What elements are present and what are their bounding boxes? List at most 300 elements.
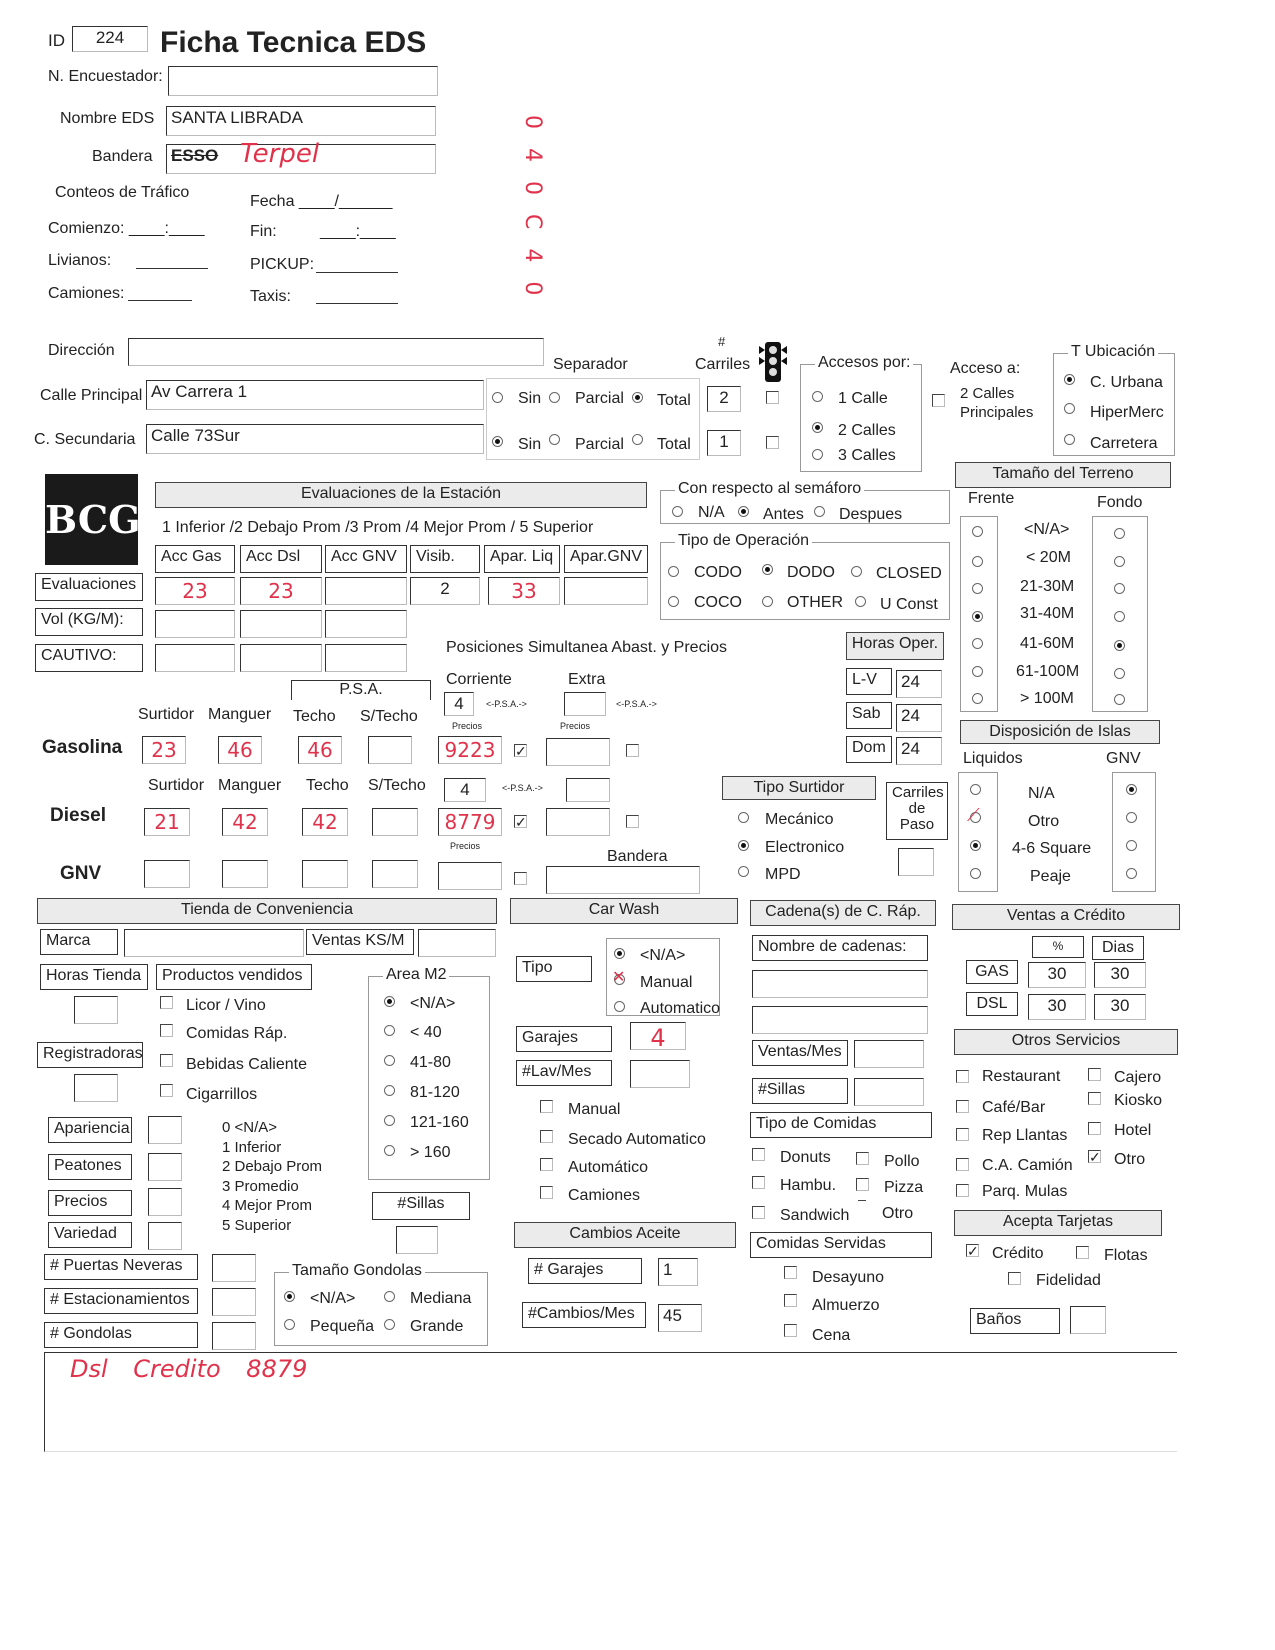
fondo-100-radio[interactable]	[1114, 694, 1125, 705]
fondo-41-60-radio[interactable]	[1114, 640, 1125, 651]
gnv-square-radio[interactable]	[1126, 840, 1137, 851]
fondo-21-30-radio[interactable]	[1114, 583, 1125, 594]
gas-techo-header: Techo	[293, 708, 336, 725]
carriles-label: Carriles	[695, 356, 751, 373]
op-uconst-radio[interactable]	[855, 596, 866, 607]
gas-extra-precio-field[interactable]	[546, 738, 610, 766]
area-40-radio[interactable]	[384, 1025, 395, 1036]
frente-31-40-radio[interactable]	[972, 611, 983, 622]
scale-1: 1 Inferior	[222, 1138, 282, 1156]
acceso-2-calles-principales-checkbox[interactable]	[932, 394, 945, 407]
acceso-1-calle-label: 1 Calle	[838, 390, 888, 407]
area-na-radio[interactable]	[384, 996, 395, 1007]
registradoras-field[interactable]	[74, 1074, 118, 1102]
dsl-stecho-field[interactable]	[372, 808, 418, 836]
psa-header: P.S.A.	[291, 680, 431, 700]
credito-tarjeta-label: Crédito	[992, 1245, 1044, 1262]
bebidas-checkbox[interactable]	[160, 1054, 173, 1067]
cw-manual-checkbox[interactable]	[540, 1100, 553, 1113]
col-acc-gas: Acc Gas	[155, 545, 235, 573]
semaforo-antes-radio[interactable]	[738, 506, 749, 517]
livianos-line[interactable]	[136, 268, 208, 269]
camiones-line[interactable]	[128, 300, 192, 301]
dsl-dias-field[interactable]: 30	[1094, 994, 1146, 1020]
fecha-label: Fecha ____/______	[250, 193, 393, 210]
gondolas-grande-radio[interactable]	[384, 1319, 395, 1330]
col-visib: Visib.	[410, 545, 480, 573]
scale-2: 2 Debajo Prom	[222, 1158, 323, 1175]
lav-mes-field[interactable]	[630, 1060, 690, 1088]
licor-checkbox[interactable]	[160, 996, 173, 1009]
gondolas-na-label: <N/A>	[310, 1290, 356, 1307]
terreno-31-40-label: 31-40M	[1020, 605, 1075, 622]
dsl-manguer-field[interactable]: 42	[222, 808, 268, 836]
hambu-checkbox[interactable]	[752, 1176, 765, 1189]
terreno-41-60-label: 41-60M	[1020, 635, 1075, 652]
eval-apar-liq-field[interactable]: 33	[488, 577, 560, 605]
precios-label: Precios	[48, 1190, 132, 1216]
cw-camiones-checkbox[interactable]	[540, 1186, 553, 1199]
flotas-label: Flotas	[1104, 1247, 1148, 1264]
ca-camion-label: C.A. Camión	[982, 1157, 1073, 1174]
area-160-label: > 160	[410, 1144, 451, 1161]
frente-20-radio[interactable]	[972, 556, 983, 567]
apariencia-label: Apariencia	[48, 1117, 132, 1143]
op-closed-radio[interactable]	[851, 566, 862, 577]
dsl-techo-field[interactable]: 42	[302, 808, 348, 836]
donuts-checkbox[interactable]	[752, 1148, 765, 1161]
surtidor-mecanico-radio[interactable]	[738, 812, 749, 823]
cw-manual-label: Manual	[568, 1101, 621, 1118]
cautivo-acc-gas-field[interactable]	[155, 644, 235, 672]
ubicacion-hipermerc-radio[interactable]	[1064, 403, 1075, 414]
acceso-3-calles-label: 3 Calles	[838, 447, 896, 464]
gas-pct-field[interactable]: 30	[1028, 962, 1086, 988]
frente-100-radio[interactable]	[972, 693, 983, 704]
semaforo-label: Con respecto al semáforo	[675, 480, 864, 498]
secundaria-semaforo-checkbox[interactable]	[766, 436, 779, 449]
sandwich-label: Sandwich	[780, 1207, 850, 1224]
fondo-na-radio[interactable]	[1114, 528, 1125, 539]
surtidor-electronico-label: Electronico	[765, 839, 845, 856]
gas-extra-psa-arrow: <-P.S.A.->	[616, 699, 657, 709]
cajero-checkbox[interactable]	[1088, 1068, 1101, 1081]
dsl-extra-checkbox[interactable]	[626, 815, 639, 828]
pollo-label: Pollo	[884, 1153, 920, 1170]
pizza-checkbox[interactable]	[856, 1178, 869, 1191]
secundaria-total-radio[interactable]	[632, 434, 643, 445]
dsl-precio-field[interactable]: 8779	[438, 808, 502, 836]
acceso-2-calles-radio[interactable]	[812, 422, 823, 433]
encuestador-field[interactable]	[168, 66, 438, 96]
fidelidad-label: Fidelidad	[1036, 1272, 1101, 1289]
gas-extra-psa-field[interactable]	[564, 692, 606, 716]
pollo-checkbox[interactable]	[856, 1152, 869, 1165]
parq-mulas-label: Parq. Mulas	[982, 1183, 1068, 1200]
surtidor-mecanico-label: Mecánico	[765, 811, 834, 828]
islas-gnv-label: GNV	[1106, 750, 1141, 767]
otro-servicio-label: Otro	[1114, 1151, 1146, 1168]
acceso-a-label: Acceso a:	[950, 360, 1021, 377]
marca-label: Marca	[40, 929, 118, 955]
apariencia-field[interactable]	[148, 1116, 182, 1144]
op-codo-radio[interactable]	[668, 566, 679, 577]
principal-total-radio[interactable]	[632, 392, 643, 403]
hotel-checkbox[interactable]	[1088, 1122, 1101, 1135]
rep-llantas-label: Rep Llantas	[982, 1127, 1068, 1144]
carriles-paso-l3: Paso	[899, 816, 935, 833]
principal-sin-label: Sin	[518, 390, 542, 407]
cena-checkbox[interactable]	[784, 1324, 797, 1337]
gondolas-count-field[interactable]	[212, 1322, 256, 1350]
carriles-paso-box	[886, 782, 948, 840]
secundaria-sin-radio[interactable]	[492, 436, 503, 447]
kiosko-checkbox[interactable]	[1088, 1092, 1101, 1105]
ventas-ksm-field[interactable]	[418, 929, 496, 957]
traffic-light-icon	[758, 340, 788, 384]
tienda-scale	[222, 1118, 322, 1235]
nombre-cadenas-field-1[interactable]	[752, 970, 928, 998]
tienda-sillas-field[interactable]	[396, 1226, 438, 1254]
tipo-comidas-label: Tipo de Comidas	[750, 1112, 932, 1138]
gnv-surtidor-field[interactable]	[144, 860, 190, 888]
bebidas-label: Bebidas Caliente	[186, 1056, 307, 1073]
principal-parcial-label: Parcial	[575, 390, 624, 407]
gnv-otro-radio[interactable]	[1126, 812, 1137, 823]
gnv-techo-field[interactable]	[302, 860, 348, 888]
cadenas-sillas-label: #Sillas	[752, 1078, 848, 1104]
gnv-precio-checkbox[interactable]	[514, 872, 527, 885]
surtidor-electronico-radio[interactable]	[738, 840, 749, 851]
precios-field[interactable]	[148, 1188, 182, 1216]
fin-blank: ____:____	[320, 223, 396, 240]
area-41-80-label: 41-80	[410, 1054, 451, 1071]
cautivo-acc-gnv-field[interactable]	[325, 644, 407, 672]
carwash-auto-radio[interactable]	[614, 1001, 625, 1012]
gnv-precio-field[interactable]	[438, 862, 502, 890]
horas-dom-field[interactable]: 24	[896, 737, 942, 765]
gasolina-label: Gasolina	[42, 737, 123, 758]
garajes-label: Garajes	[516, 1026, 612, 1052]
pickup-label: PICKUP:	[250, 256, 315, 273]
carwash-na-radio[interactable]	[614, 948, 625, 959]
cadenas-bar: Cadena(s) de C. Ráp.	[750, 900, 936, 926]
dsl-surtidor-header: Surtidor	[148, 777, 205, 794]
vol-acc-gas-field[interactable]	[155, 610, 235, 638]
area-81-120-label: 81-120	[410, 1084, 460, 1101]
ca-camion-checkbox[interactable]	[956, 1158, 969, 1171]
otro-comida-label: Otro	[882, 1205, 914, 1222]
fondo-61-100-radio[interactable]	[1114, 668, 1125, 679]
eval-apar-gnv-field[interactable]	[564, 577, 648, 605]
calle-principal-field[interactable]: Av Carrera 1	[146, 380, 484, 410]
semaforo-na-label: N/A	[698, 504, 725, 521]
area-na-label: <N/A>	[410, 995, 456, 1012]
gas-psa-arrow: <-P.S.A.->	[486, 699, 527, 709]
nombre-eds-field[interactable]: SANTA LIBRADA	[166, 106, 436, 136]
cw-secado-checkbox[interactable]	[540, 1130, 553, 1143]
dsl-precios-label: Precios	[450, 841, 481, 851]
dsl-surtidor-field[interactable]: 21	[144, 808, 190, 836]
credito-tarjeta-checkbox[interactable]: ✓	[967, 1243, 979, 1259]
horas-tienda-field[interactable]	[74, 996, 118, 1024]
comidas-servidas-label: Comidas Servidas	[750, 1232, 932, 1258]
bandera-label: Bandera	[92, 148, 153, 165]
corriente-label: Corriente	[446, 671, 512, 688]
gnv-stecho-field[interactable]	[372, 860, 418, 888]
op-coco-label: COCO	[694, 594, 742, 611]
area-40-label: < 40	[410, 1024, 442, 1041]
principal-total-label: Total	[657, 392, 691, 409]
area-121-160-radio[interactable]	[384, 1115, 395, 1126]
gas-credito-label: GAS	[966, 960, 1018, 984]
gnv-bandera-field[interactable]	[546, 866, 700, 894]
horas-sab-field[interactable]: 24	[896, 704, 942, 732]
acceso-1-calle-radio[interactable]	[812, 391, 823, 402]
comidas-rap-checkbox[interactable]	[160, 1024, 173, 1037]
op-uconst-label: U Const	[880, 596, 938, 613]
restaurant-label: Restaurant	[982, 1068, 1061, 1085]
gnv-label: GNV	[60, 863, 102, 884]
donuts-label: Donuts	[780, 1149, 831, 1166]
variedad-field[interactable]	[148, 1222, 182, 1250]
area-121-160-label: 121-160	[410, 1114, 469, 1131]
carwash-tipo-label: Tipo	[516, 956, 592, 982]
cw-automatico-checkbox[interactable]	[540, 1158, 553, 1171]
rep-llantas-checkbox[interactable]	[956, 1128, 969, 1141]
carwash-auto-label: Automatico	[640, 1000, 721, 1017]
gas-precio-checkbox[interactable]: ✓	[515, 743, 527, 759]
livianos-label: Livianos:	[48, 252, 112, 269]
puertas-label: # Puertas Neveras	[44, 1254, 198, 1280]
frente-41-60-radio[interactable]	[972, 638, 983, 649]
garajes-field[interactable]: 4	[630, 1022, 686, 1050]
ubicacion-carretera-radio[interactable]	[1064, 434, 1075, 445]
cigarrillos-label: Cigarrillos	[186, 1086, 258, 1103]
gas-surtidor-field[interactable]: 23	[142, 736, 186, 764]
area-label: Area M2	[383, 966, 449, 984]
estacionamientos-field[interactable]	[212, 1288, 256, 1316]
op-other-label: OTHER	[787, 594, 843, 611]
acceso-a-option-line2: Principales	[960, 404, 1034, 421]
terreno-21-30-label: 21-30M	[1020, 578, 1075, 595]
dsl-precio-checkbox[interactable]: ✓	[515, 814, 527, 830]
peatones-field[interactable]	[148, 1153, 182, 1181]
horas-sab-label: Sab	[846, 702, 892, 729]
fondo-20-radio[interactable]	[1114, 556, 1125, 567]
terreno-bar: Tamaño del Terreno	[955, 462, 1171, 488]
op-coco-radio[interactable]	[668, 596, 679, 607]
row-evaluaciones: Evaluaciones	[35, 573, 143, 601]
cambios-garajes-label: # Garajes	[528, 1258, 642, 1284]
restaurant-checkbox[interactable]	[956, 1070, 969, 1083]
semaforo-despues-label: Despues	[839, 506, 903, 523]
desayuno-checkbox[interactable]	[784, 1266, 797, 1279]
c-secundaria-label: C. Secundaria	[34, 431, 136, 448]
eval-acc-gas-field[interactable]: 23	[155, 577, 235, 605]
frente-21-30-radio[interactable]	[972, 583, 983, 594]
dsl-techo-header: Techo	[306, 777, 349, 794]
comienzo-label: Comienzo: ____:____	[48, 220, 205, 237]
op-dodo-radio[interactable]	[762, 564, 773, 575]
horas-tienda-label: Horas Tienda	[40, 964, 148, 990]
gas-corriente-psa-field[interactable]: 4	[444, 692, 474, 716]
carriles-paso-l1: Carriles	[892, 784, 944, 801]
cambios-mes-field[interactable]: 45	[658, 1304, 702, 1332]
acceso-3-calles-radio[interactable]	[812, 449, 823, 460]
ubicacion-carretera-label: Carretera	[1090, 435, 1158, 452]
cambios-garajes-field[interactable]: 1	[658, 1258, 698, 1286]
dsl-manguer-header: Manguer	[218, 777, 282, 794]
frente-na-radio[interactable]	[972, 526, 983, 537]
gas-techo-field[interactable]: 46	[298, 736, 342, 764]
gnv-peaje-radio[interactable]	[1126, 868, 1137, 879]
frente-61-100-radio[interactable]	[972, 666, 983, 677]
terreno-100-label: > 100M	[1020, 690, 1074, 707]
eval-acc-gnv-field[interactable]	[325, 577, 407, 605]
area-160-radio[interactable]	[384, 1145, 395, 1156]
nombre-cadenas-label: Nombre de cadenas:	[752, 935, 928, 961]
licor-label: Licor / Vino	[186, 997, 266, 1014]
puertas-field[interactable]	[212, 1254, 256, 1282]
frente-label: Frente	[968, 490, 1015, 507]
principal-sin-radio[interactable]	[492, 392, 503, 403]
gnv-manguer-field[interactable]	[222, 860, 268, 888]
principal-semaforo-checkbox[interactable]	[766, 391, 779, 404]
direccion-field[interactable]	[128, 338, 544, 366]
pickup-line[interactable]	[316, 272, 398, 273]
c-secundaria-field[interactable]: Calle 73Sur	[146, 424, 484, 454]
gondolas-na-radio[interactable]	[284, 1291, 295, 1302]
dsl-stecho-header: S/Techo	[368, 777, 426, 794]
liquidos-peaje-radio[interactable]	[970, 868, 981, 879]
islas-peaje-label: Peaje	[1030, 868, 1071, 885]
liquidos-square-radio[interactable]	[970, 840, 981, 851]
semaforo-na-radio[interactable]	[672, 506, 683, 517]
surtidor-mpd-label: MPD	[765, 866, 801, 883]
separador-label: Separador	[553, 356, 628, 373]
otro-comida-checkbox[interactable]	[858, 1200, 866, 1203]
ubicacion-urbana-radio[interactable]	[1064, 374, 1075, 385]
cw-secado-label: Secado Automatico	[568, 1131, 706, 1148]
peatones-label: Peatones	[48, 1154, 132, 1180]
op-other-radio[interactable]	[762, 596, 773, 607]
carriles-paso-field[interactable]	[898, 848, 934, 876]
cigarrillos-checkbox[interactable]	[160, 1084, 173, 1097]
cautivo-acc-dsl-field[interactable]	[240, 644, 322, 672]
horas-dom-label: Dom	[846, 736, 892, 763]
cadenas-sillas-field[interactable]	[854, 1078, 924, 1106]
cafe-checkbox[interactable]	[956, 1100, 969, 1113]
gondolas-mediana-radio[interactable]	[384, 1291, 395, 1302]
dsl-pct-field[interactable]: 30	[1028, 994, 1086, 1020]
credito-bar: Ventas a Crédito	[952, 904, 1180, 930]
cadenas-ventas-field[interactable]	[854, 1040, 924, 1068]
op-codo-label: CODO	[694, 564, 742, 581]
carwash-manual-mark: ✕	[612, 967, 626, 986]
credito-dias-label: Dias	[1092, 936, 1144, 960]
notes-text: Dsl Credito 8879	[70, 1355, 308, 1383]
cena-label: Cena	[812, 1327, 851, 1344]
liquidos-na-radio[interactable]	[970, 784, 981, 795]
gas-manguer-header: Manguer	[208, 706, 272, 723]
diesel-label: Diesel	[50, 805, 106, 826]
liquidos-label: Liquidos	[963, 750, 1023, 767]
islas-bar: Disposición de Islas	[960, 720, 1160, 744]
gondolas-mediana-label: Mediana	[410, 1290, 472, 1307]
cafe-label: Café/Bar	[982, 1099, 1046, 1116]
id-field[interactable]: 224	[72, 26, 148, 52]
ventas-ksm-label: Ventas KS/M	[306, 929, 414, 955]
principal-parcial-radio[interactable]	[549, 392, 560, 403]
nombre-cadenas-field-2[interactable]	[752, 1006, 928, 1034]
vol-acc-gnv-field[interactable]	[325, 610, 407, 638]
almuerzo-checkbox[interactable]	[784, 1294, 797, 1307]
col-acc-dsl: Acc Dsl	[240, 545, 322, 573]
fondo-31-40-radio[interactable]	[1114, 611, 1125, 622]
area-81-120-radio[interactable]	[384, 1085, 395, 1096]
fondo-label: Fondo	[1097, 494, 1143, 511]
ubicacion-urbana-label: C. Urbana	[1090, 374, 1163, 391]
acceso-2-calles-label: 2 Calles	[838, 422, 896, 439]
carwash-manual-label: Manual	[640, 974, 693, 991]
camiones-label: Camiones:	[48, 285, 125, 302]
encuestador-label: N. Encuestador:	[48, 68, 163, 85]
bandera-value: ESSO	[171, 146, 219, 165]
carriles-paso-l2: de	[908, 800, 926, 817]
ubicacion-hipermerc-label: HiperMerc	[1090, 404, 1164, 421]
secundaria-parcial-radio[interactable]	[549, 434, 560, 445]
sandwich-checkbox[interactable]	[752, 1206, 765, 1219]
dsl-extra-psa-field[interactable]	[566, 778, 610, 802]
op-dodo-label: DODO	[787, 564, 835, 581]
taxis-line[interactable]	[316, 303, 398, 304]
secundaria-carriles-field[interactable]: 1	[707, 430, 741, 456]
eval-acc-dsl-field[interactable]: 23	[240, 577, 322, 605]
dsl-psa-field[interactable]: 4	[444, 778, 486, 802]
gondolas-size-label: Tamaño Gondolas	[289, 1262, 425, 1280]
semaforo-despues-radio[interactable]	[814, 506, 825, 517]
kiosko-label: Kiosko	[1114, 1092, 1163, 1109]
dsl-extra-field[interactable]	[546, 808, 610, 836]
vol-acc-dsl-field[interactable]	[240, 610, 322, 638]
surtidor-mpd-radio[interactable]	[738, 866, 749, 877]
horas-lv-field[interactable]: 24	[896, 670, 942, 698]
otro-servicio-checkbox[interactable]: ✓	[1089, 1149, 1101, 1165]
fidelidad-checkbox[interactable]	[1008, 1272, 1021, 1285]
gas-dias-field[interactable]: 30	[1094, 962, 1146, 988]
col-apar-liq: Apar. Liq	[484, 545, 560, 573]
principal-carriles-field[interactable]: 2	[707, 386, 741, 412]
gas-extra-checkbox[interactable]	[626, 744, 639, 757]
gas-manguer-field[interactable]: 46	[218, 736, 262, 764]
gnv-na-radio[interactable]	[1126, 784, 1137, 795]
gondolas-pequena-radio[interactable]	[284, 1319, 295, 1330]
parq-mulas-checkbox[interactable]	[956, 1184, 969, 1197]
gas-stecho-field[interactable]	[368, 736, 412, 764]
area-41-80-radio[interactable]	[384, 1055, 395, 1066]
marca-field[interactable]	[124, 929, 304, 957]
tarjetas-bar: Acepta Tarjetas	[954, 1210, 1162, 1236]
banos-field[interactable]	[1070, 1306, 1106, 1334]
gas-precio-field[interactable]: 9223	[438, 736, 502, 764]
registradoras-label: Registradoras	[37, 1042, 143, 1068]
row-vol: Vol (KG/M):	[35, 608, 143, 636]
tienda-bar: Tienda de Conveniencia	[37, 898, 497, 924]
eval-visib-field[interactable]: 2	[410, 577, 480, 605]
cajero-label: Cajero	[1114, 1069, 1162, 1086]
flotas-checkbox[interactable]	[1076, 1246, 1089, 1259]
